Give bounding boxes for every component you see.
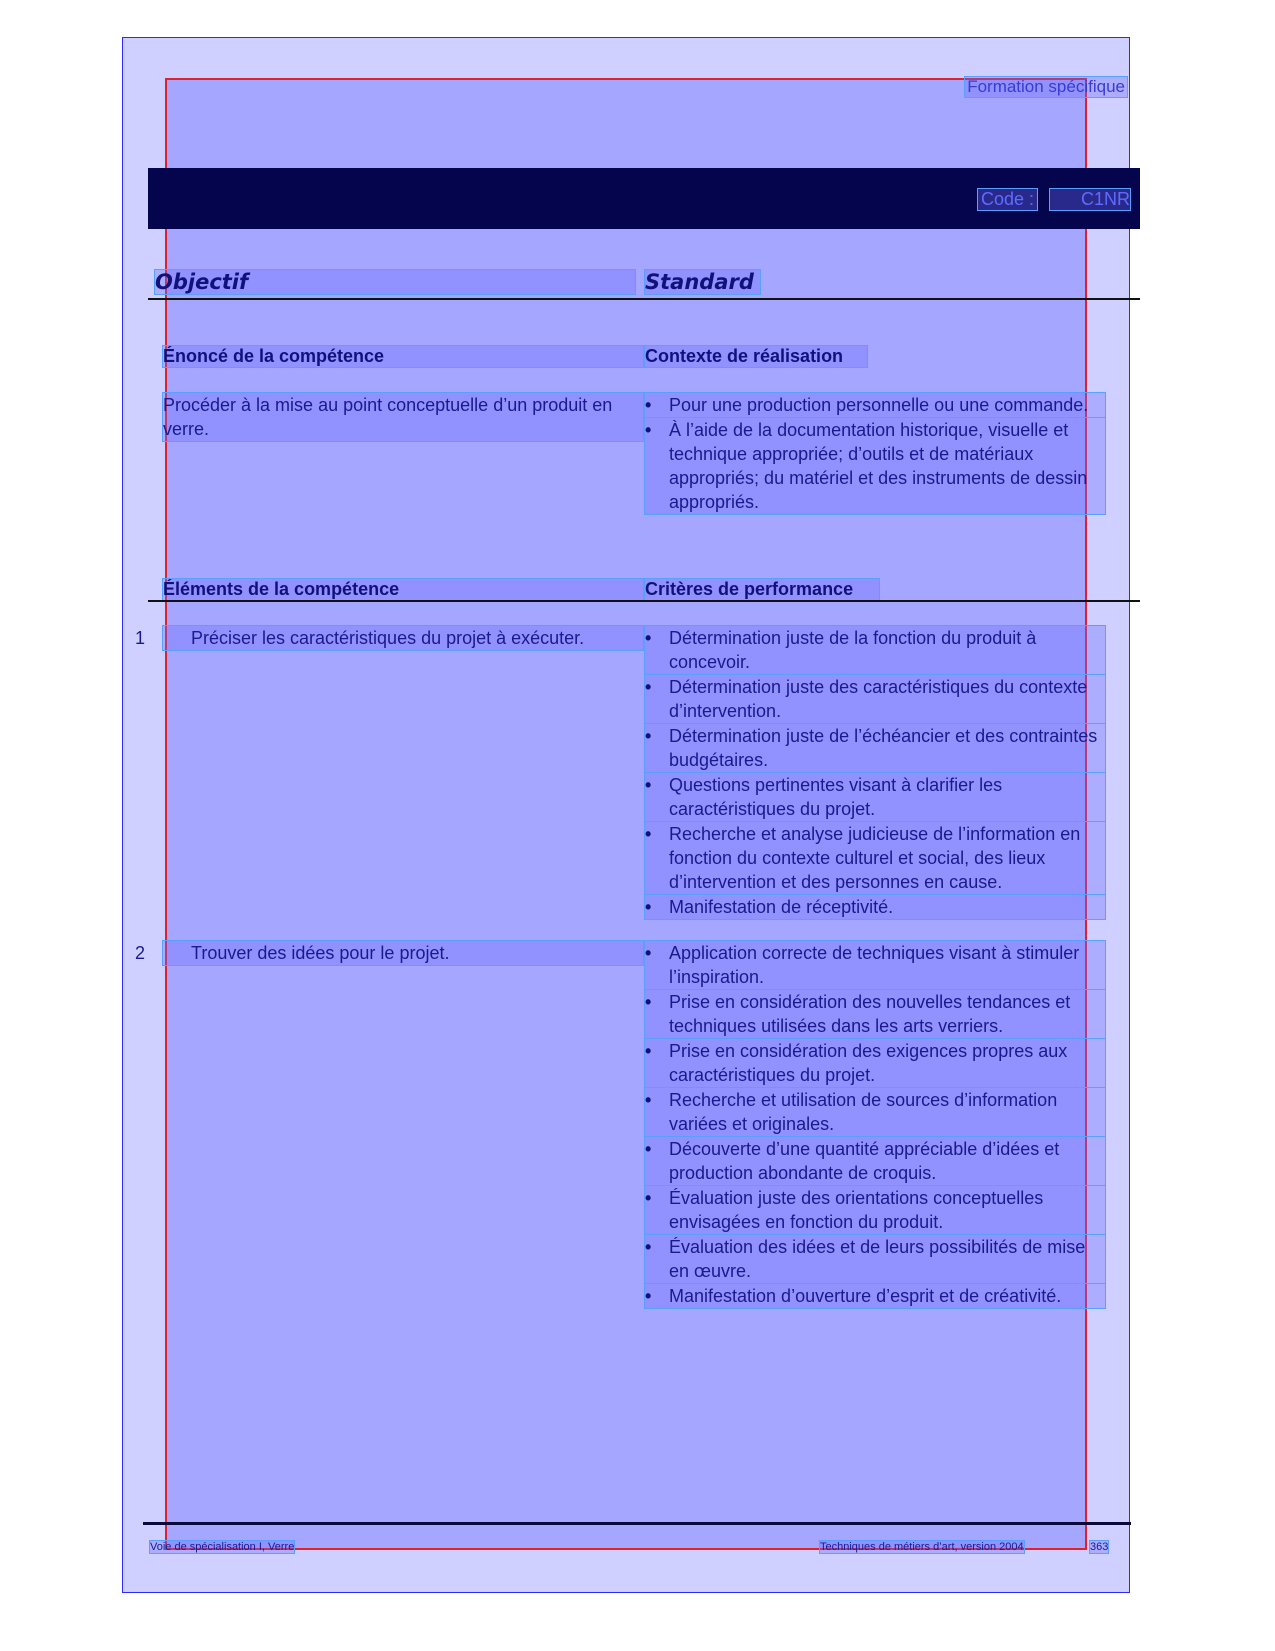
formation-label: Formation spécifique [967, 77, 1125, 96]
critere-item: • Détermination juste de l’échéancier et des contraintes budgétaires. [645, 724, 1105, 772]
objectif-heading: Objectif [155, 270, 635, 294]
elements-rule [148, 600, 1140, 602]
criteres-list-2 [645, 941, 1105, 1309]
code-value: C1NR [1050, 189, 1130, 210]
footer-rule [143, 1522, 1131, 1525]
element-label: Préciser les caractéristiques du projet à exécuter. [191, 628, 585, 648]
critere-item: • Recherche et analyse judicieuse de l’information en fonction du contexte culturel et social, des lieux d’intervention et des personnes en cause. [645, 822, 1105, 894]
critere-item: • Recherche et utilisation de sources d’information variées et originales. [645, 1088, 1105, 1136]
criteres-title: Critères de performance [645, 579, 879, 600]
element-number: 1 [135, 628, 146, 648]
critere-item: • Application correcte de techniques visant à stimuler l’inspiration. [645, 941, 1105, 989]
enonce-title: Énoncé de la compétence [163, 346, 643, 367]
standard-heading: Standard [645, 270, 760, 294]
code-label: Code : [978, 189, 1037, 210]
enonce-text: Procéder à la mise au point conceptuelle d’un produit en verre. [163, 393, 643, 441]
critere-item: • Évaluation des idées et de leurs possibilités de mise en œuvre. [645, 1235, 1105, 1283]
element-number: 2 [135, 943, 146, 963]
footer-left: Voie de spécialisation I, Verre [150, 1541, 295, 1553]
critere-item: • Prise en considération des exigences propres aux caractéristiques du projet. [645, 1039, 1105, 1087]
critere-item: • Évaluation juste des orientations conceptuelles envisagées en fonction du produit. [645, 1186, 1105, 1234]
footer-right: Techniques de métiers d’art, version 2004 [820, 1541, 1024, 1553]
critere-item: • Manifestation d’ouverture d’esprit et de créativité. [645, 1284, 1105, 1308]
objectif-rule [148, 298, 1140, 300]
critere-item: • Prise en considération des nouvelles tendances et techniques utilisées dans les arts verriers. [645, 990, 1105, 1038]
criteres-list-1 [645, 626, 1105, 920]
contexte-item: • À l’aide de la documentation historique, visuelle et technique appropriée; d’outils et de matériaux appropriés; du matériel et des instruments de dessin appropriés. [645, 418, 1105, 514]
critere-item: • Manifestation de réceptivité. [645, 895, 1105, 919]
contexte-title: Contexte de réalisation [645, 346, 867, 367]
contexte-list [645, 393, 1105, 515]
critere-item: • Détermination juste de la fonction du produit à concevoir. [645, 626, 1105, 674]
critere-item: • Questions pertinentes visant à clarifier les caractéristiques du projet. [645, 773, 1105, 821]
element-2 [135, 941, 643, 965]
critere-item: • Détermination juste des caractéristiques du contexte d’intervention. [645, 675, 1105, 723]
page-number: 363 [1090, 1541, 1109, 1553]
element-1 [135, 626, 643, 650]
elements-title: Éléments de la compétence [163, 579, 643, 600]
critere-item: • Découverte d’une quantité appréciable d’idées et production abondante de croquis. [645, 1137, 1105, 1185]
contexte-item: • Pour une production personnelle ou une commande. [645, 393, 1105, 417]
element-label: Trouver des idées pour le projet. [191, 943, 450, 963]
